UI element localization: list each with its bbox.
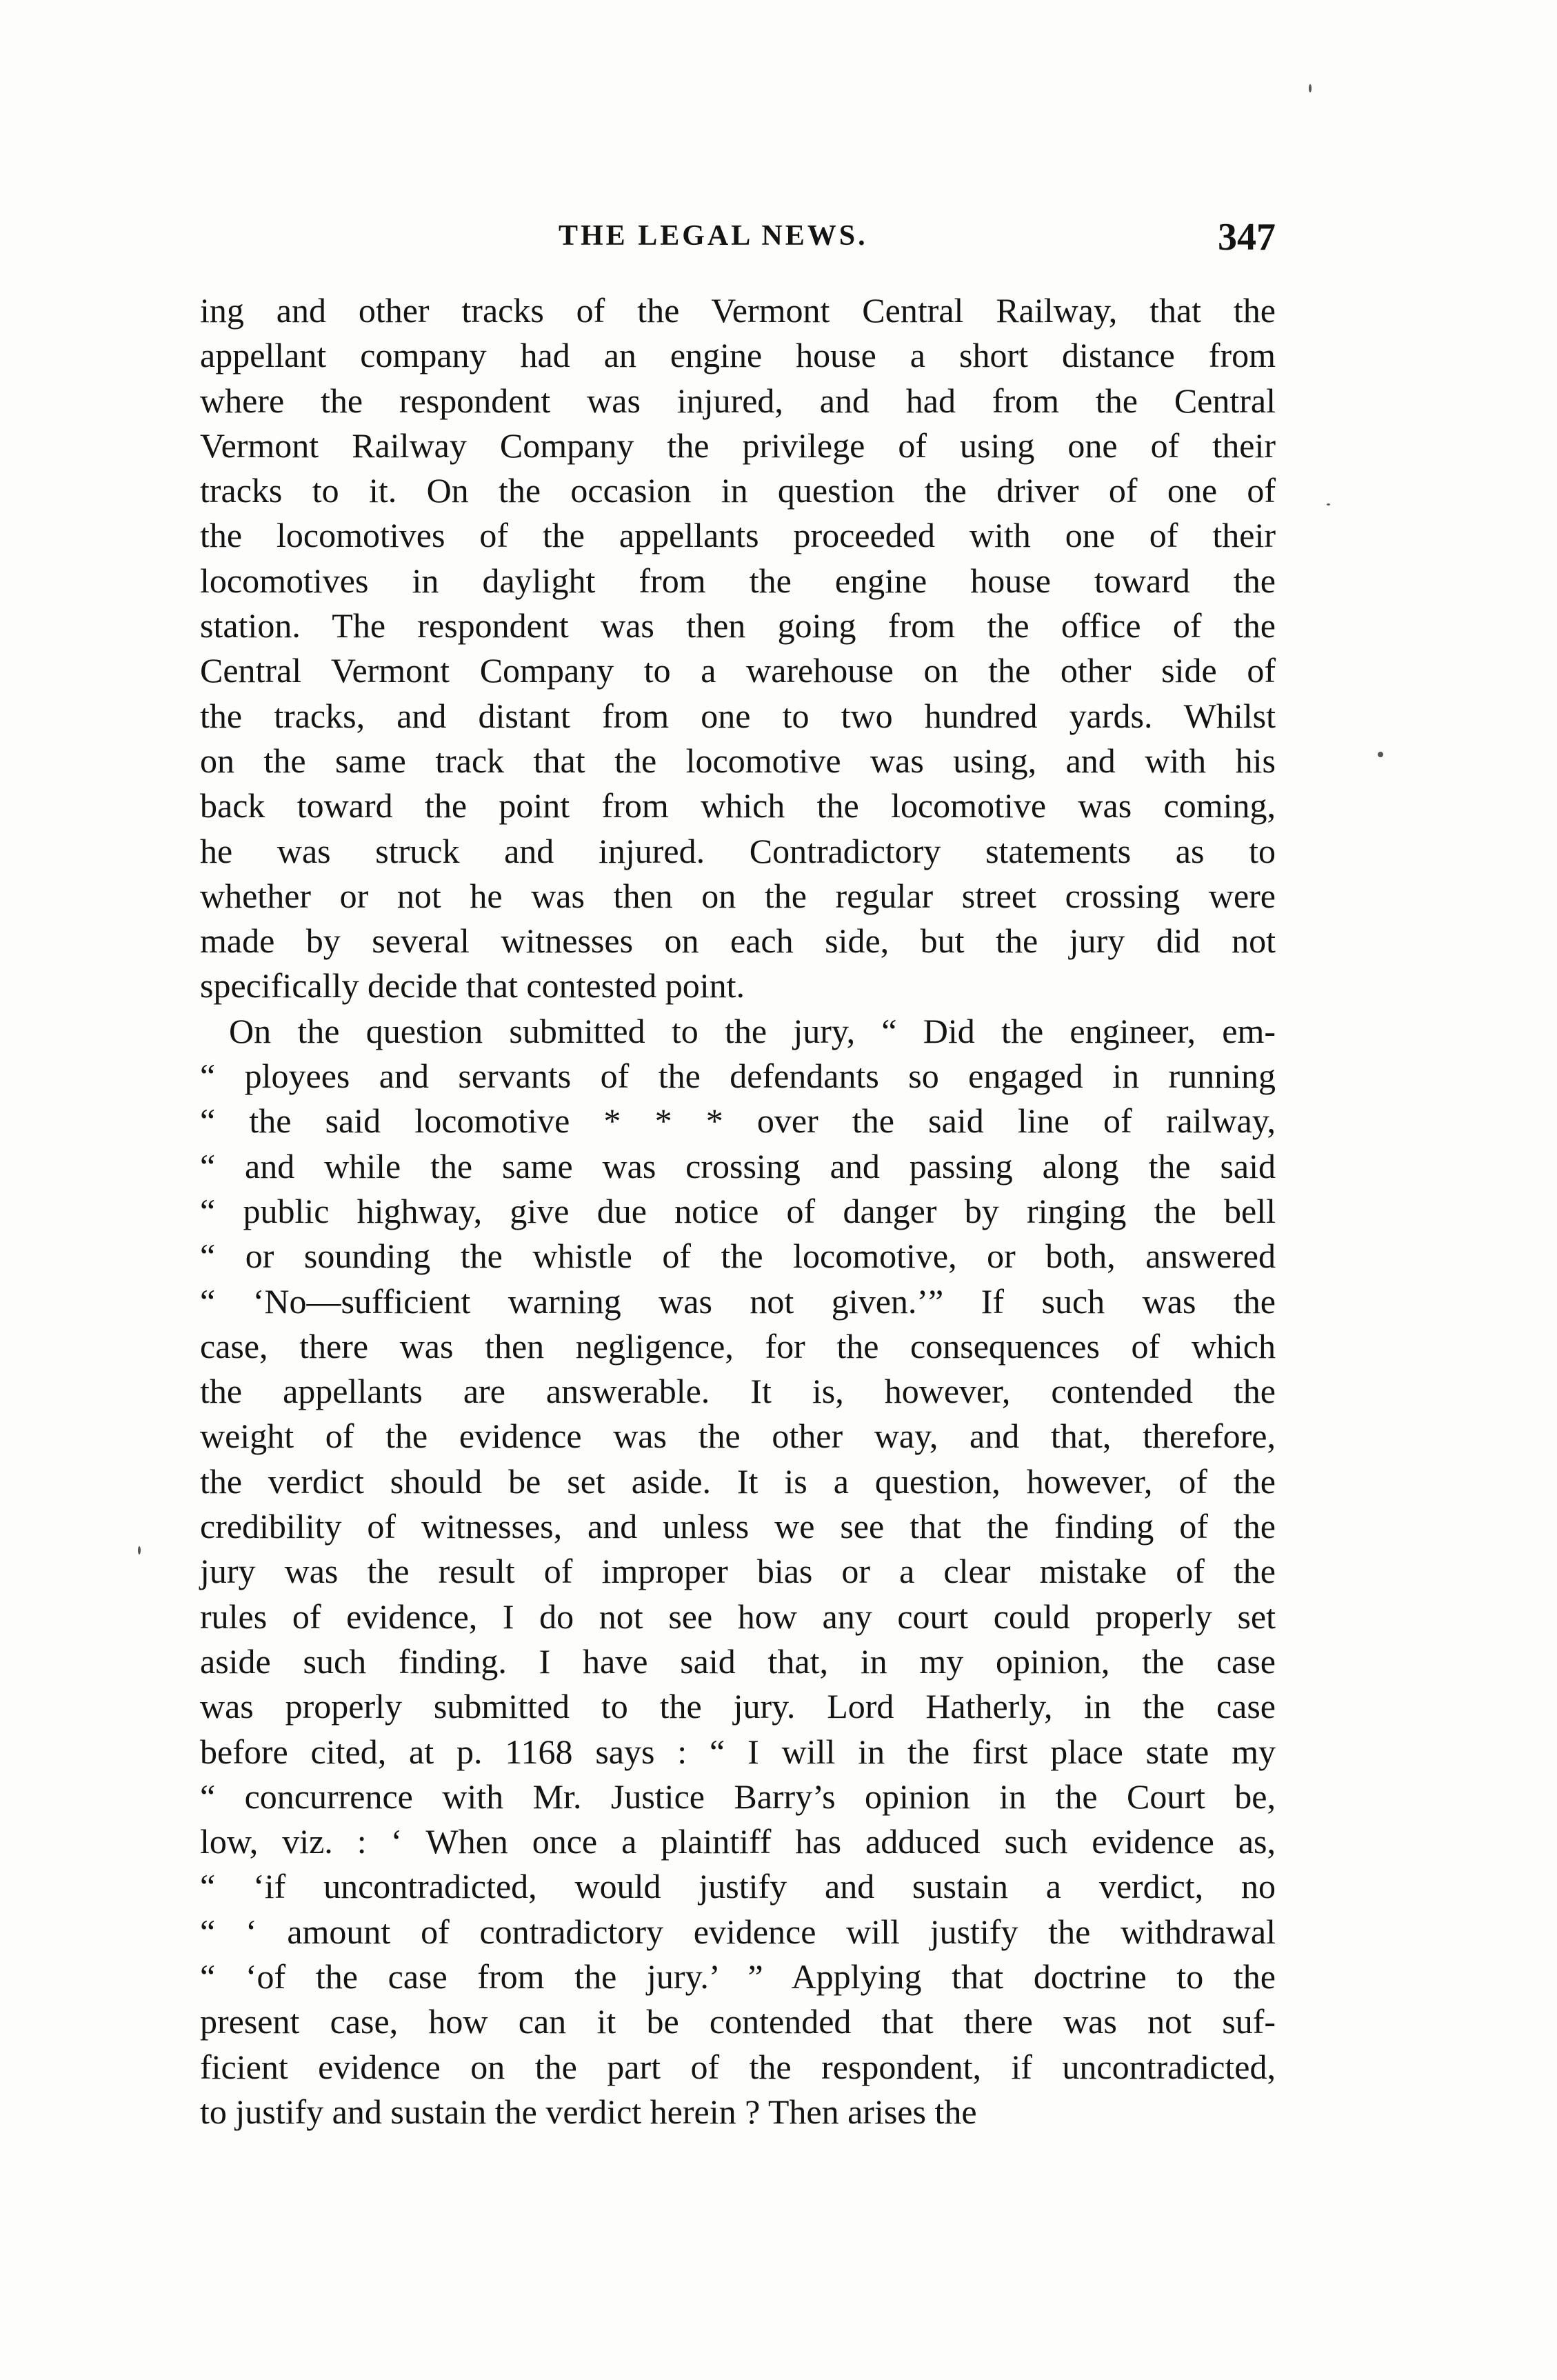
running-title: THE LEGAL NEWS. <box>559 220 868 252</box>
text-line: Vermont Railway Company the privilege of using one of their <box>200 426 1276 465</box>
text-line: he was struck and injured. Contradictory statements as to <box>200 831 1276 870</box>
text-line: to justify and sustain the verdict herein ? Then arises the <box>200 2092 977 2131</box>
text-line: the locomotives of the appellants proceeded with one of their <box>200 516 1276 555</box>
text-line: where the respondent was injured, and had from the Central <box>200 381 1276 420</box>
text-line: “ ‘ amount of contradictory evidence will justify the withdrawal <box>200 1912 1276 1951</box>
text-line: specifically decide that contested point. <box>200 966 745 1006</box>
text-line: case, there was then negligence, for the consequences of which <box>200 1326 1276 1366</box>
scan-speck <box>1327 503 1330 506</box>
text-line: “ ‘No—sufficient warning was not given.’” If such was the <box>200 1281 1276 1321</box>
text-line: “ public highway, give due notice of danger by ringing the bell <box>200 1191 1276 1230</box>
text-line: on the same track that the locomotive was using, and with his <box>200 741 1276 780</box>
text-line: credibility of witnesses, and unless we see that the finding of the <box>200 1507 1276 1546</box>
text-line: low, viz. : ‘ When once a plaintiff has adduced such evidence as, <box>200 1822 1276 1861</box>
text-line: “ concurrence with Mr. Justice Barry’s opinion in the Court be, <box>200 1777 1276 1816</box>
text-line: ing and other tracks of the Vermont Central Railway, that the <box>200 291 1276 330</box>
text-line: the appellants are answerable. It is, however, contended the <box>200 1372 1276 1411</box>
text-line: was properly submitted to the jury. Lord Hatherly, in the case <box>200 1687 1276 1726</box>
text-line: “ or sounding the whistle of the locomotive, or both, answered <box>200 1237 1276 1276</box>
text-line: the tracks, and distant from one to two hundred yards. Whilst <box>200 696 1276 735</box>
paragraph-1 <box>200 288 1276 1009</box>
page-number: 347 <box>1218 216 1276 259</box>
text-line: appellant company had an engine house a short distance from <box>200 336 1276 375</box>
text-line: back toward the point from which the locomotive was coming, <box>200 786 1276 826</box>
text-line: “ ‘of the case from the jury.’ ” Applying that doctrine to the <box>200 1957 1276 1996</box>
text-line: made by several witnesses on each side, but the jury did not <box>200 921 1276 961</box>
text-line: aside such finding. I have said that, in my opinion, the case <box>200 1641 1276 1681</box>
text-line: Central Vermont Company to a warehouse on the other side of <box>200 651 1276 690</box>
text-line: whether or not he was then on the regular street crossing were <box>200 876 1276 915</box>
text-line: “ and while the same was crossing and passing along the said <box>200 1146 1276 1186</box>
text-line: before cited, at p. 1168 says : “ I will in the first place state my <box>200 1732 1276 1771</box>
text-line: jury was the result of improper bias or a clear mistake of the <box>200 1552 1276 1591</box>
text-line: On the question submitted to the jury, “ Did the engineer, em- <box>229 1011 1276 1050</box>
body-text <box>200 288 1276 2134</box>
text-line: “ the said locomotive * * * over the said line of railway, <box>200 1101 1276 1141</box>
scan-speck <box>1378 752 1383 757</box>
text-line: ficient evidence on the part of the respondent, if uncontradicted, <box>200 2047 1276 2086</box>
text-line: locomotives in daylight from the engine house toward the <box>200 561 1276 600</box>
text-line: tracks to it. On the occasion in question the driver of one of <box>200 471 1276 510</box>
text-line: weight of the evidence was the other way, and that, therefore, <box>200 1417 1276 1456</box>
running-header <box>200 216 1276 268</box>
text-line: rules of evidence, I do not see how any court could properly set <box>200 1597 1276 1636</box>
text-line: “ ‘if uncontradicted, would justify and sustain a verdict, no <box>200 1867 1276 1906</box>
paragraph-2 <box>200 1009 1276 2134</box>
text-line: station. The respondent was then going from the office of the <box>200 606 1276 646</box>
text-line: “ ployees and servants of the defendants so engaged in running <box>200 1057 1276 1096</box>
text-line: present case, how can it be contended that there was not suf- <box>200 2002 1276 2041</box>
scan-speck <box>138 1546 141 1554</box>
text-line: the verdict should be set aside. It is a question, however, of the <box>200 1461 1276 1501</box>
scan-speck <box>1309 84 1312 92</box>
